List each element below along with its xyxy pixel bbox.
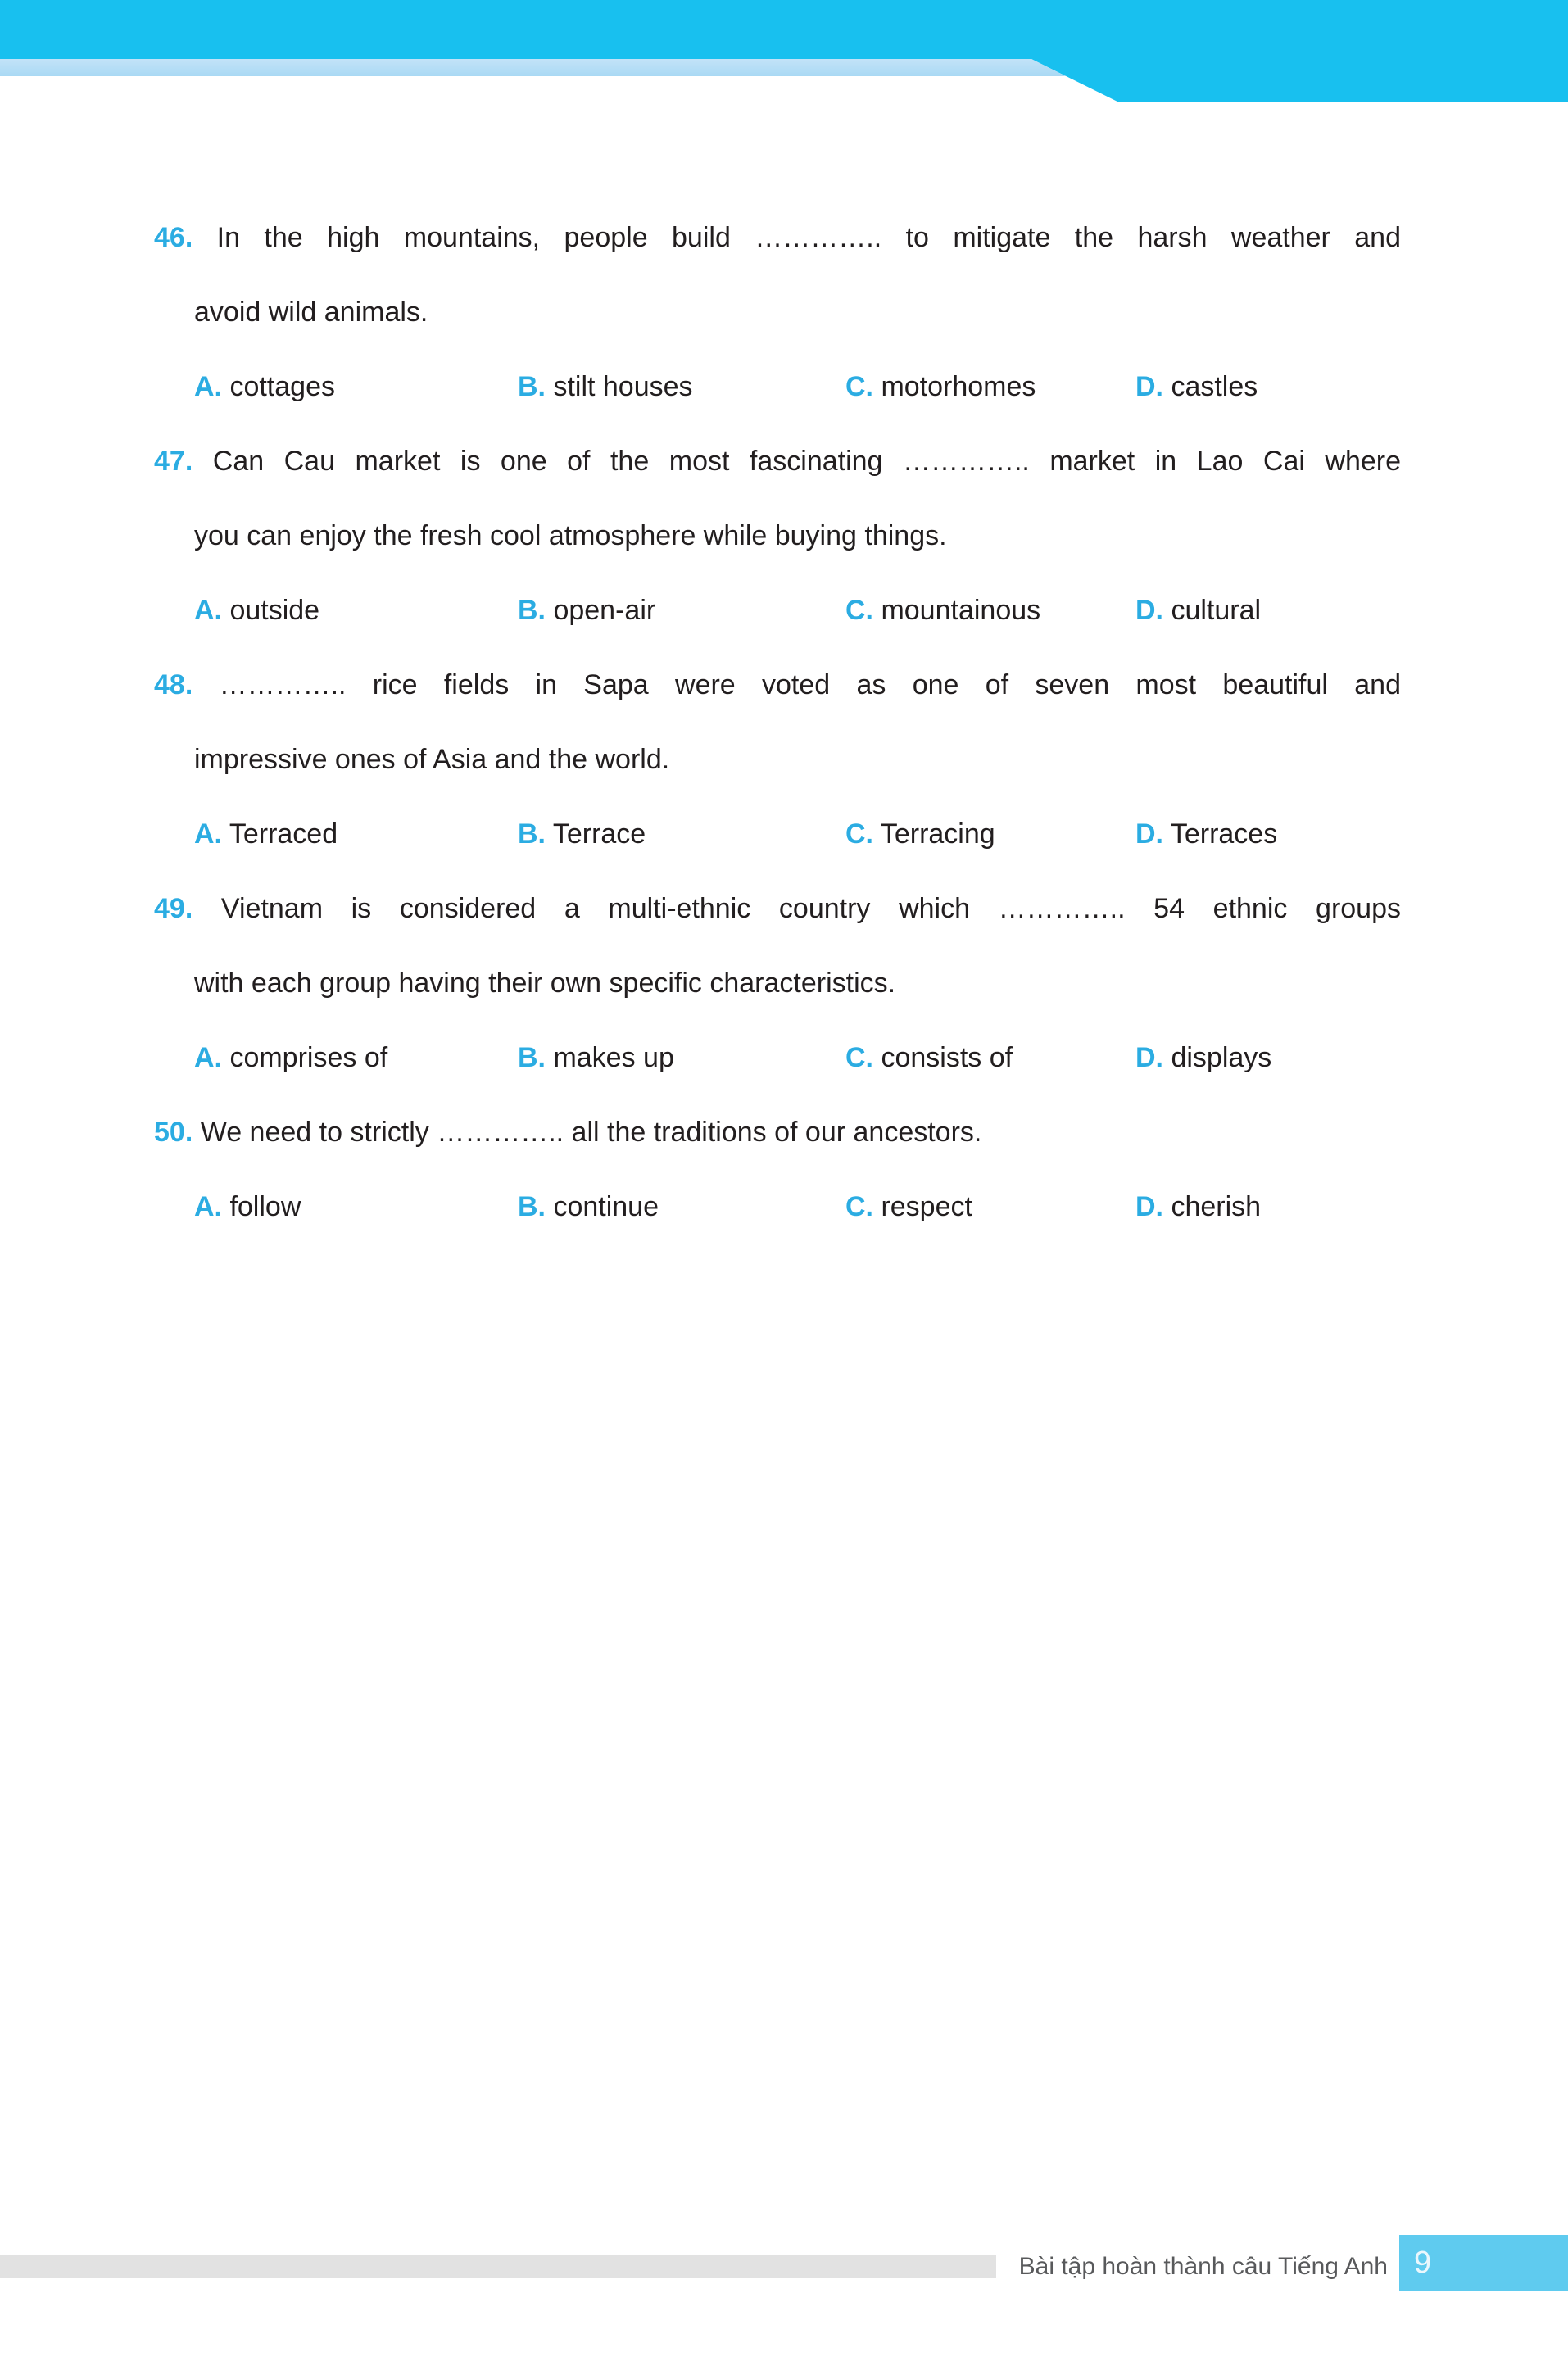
option-b [518, 811, 845, 858]
option-text: outside [229, 595, 320, 626]
option-d [1135, 364, 1401, 410]
option-letter: A. [194, 1191, 222, 1222]
option-a [194, 1184, 518, 1230]
option-text: Terraces [1170, 818, 1278, 850]
option-text: Terrace [552, 818, 646, 850]
option-letter: C. [845, 1191, 873, 1222]
option-text: makes up [553, 1042, 674, 1073]
footer-book-title: Bài tập hoàn thành câu Tiếng Anh [1018, 2253, 1388, 2280]
footer-page-number-box [1399, 2235, 1568, 2291]
option-text: continue [553, 1191, 659, 1222]
question-number: 50. [154, 1117, 193, 1148]
question-line [154, 886, 1401, 932]
option-text: cottages [229, 371, 335, 402]
option-letter: D. [1135, 371, 1163, 402]
question-line1-text: Vietnam is considered a multi-ethnic country which ………….. 54 ethnic groups [220, 893, 1401, 924]
option-text: cherish [1171, 1191, 1262, 1222]
question-number: 48. [154, 669, 193, 700]
option-letter: C. [845, 818, 873, 850]
option-a [194, 587, 518, 634]
question-48 [0, 662, 1568, 858]
option-letter: B. [518, 1042, 546, 1073]
question-line2-text: impressive ones of Asia and the world. [194, 744, 670, 775]
page-number: 9 [1414, 2245, 1432, 2280]
option-a [194, 1035, 518, 1081]
option-letter: A. [194, 818, 222, 850]
option-letter: B. [518, 818, 546, 850]
question-line [154, 438, 1402, 485]
question-49 [0, 886, 1568, 1081]
option-letter: A. [194, 371, 222, 402]
option-c [845, 1035, 1135, 1081]
question-line2-text: avoid wild animals. [194, 297, 428, 328]
option-d [1135, 587, 1401, 634]
option-c [845, 1184, 1135, 1230]
question-text [0, 438, 1568, 560]
option-a [194, 364, 518, 410]
option-letter: D. [1135, 1042, 1163, 1073]
option-text: respect [881, 1191, 972, 1222]
question-line1-text: We need to strictly ………….. all the traditions of our ancestors. [200, 1117, 982, 1148]
question-line [154, 1109, 1401, 1156]
option-text: stilt houses [553, 371, 693, 402]
question-line [154, 215, 1401, 261]
option-letter: A. [194, 1042, 222, 1073]
option-a [194, 811, 518, 858]
options-row [194, 1184, 1401, 1230]
option-b [518, 1184, 845, 1230]
option-text: displays [1171, 1042, 1272, 1073]
question-47 [0, 438, 1568, 634]
option-text: castles [1171, 371, 1258, 402]
question-line2-text: with each group having their own specific characteristics. [194, 968, 896, 999]
question-line2-text: you can enjoy the fresh cool atmosphere while buying things. [194, 520, 947, 551]
option-b [518, 1035, 845, 1081]
option-b [518, 587, 845, 634]
option-letter: C. [845, 595, 873, 626]
option-c [845, 811, 1135, 858]
header-lightblue-strip [0, 59, 1067, 76]
option-text: open-air [553, 595, 656, 626]
question-text [0, 662, 1568, 783]
options-row [194, 1035, 1401, 1081]
option-letter: D. [1135, 818, 1163, 850]
option-letter: C. [845, 1042, 873, 1073]
option-letter: B. [518, 1191, 546, 1222]
option-d [1135, 1184, 1401, 1230]
option-c [845, 364, 1135, 410]
option-text: Terraced [229, 818, 338, 850]
question-text [0, 215, 1568, 336]
options-row [194, 364, 1401, 410]
option-text: motorhomes [881, 371, 1036, 402]
option-letter: A. [194, 595, 222, 626]
option-text: comprises of [229, 1042, 388, 1073]
question-line1-text: In the high mountains, people build ………….. to mitigate the harsh weather and [216, 222, 1401, 253]
option-b [518, 364, 845, 410]
options-row [194, 587, 1401, 634]
option-text: consists of [881, 1042, 1013, 1073]
option-text: mountainous [881, 595, 1041, 626]
question-text [0, 886, 1568, 1007]
question-number: 49. [154, 893, 193, 924]
option-text: cultural [1171, 595, 1262, 626]
question-line1-text: Can Cau market is one of the most fascinating ………….. market in Lao Cai where [212, 446, 1402, 477]
option-letter: D. [1135, 595, 1163, 626]
option-letter: B. [518, 595, 546, 626]
option-letter: B. [518, 371, 546, 402]
question-50 [0, 1109, 1568, 1230]
question-line1-text: ………….. rice fields in Sapa were voted as one of seven most beautiful and [219, 669, 1401, 700]
option-d [1135, 1035, 1401, 1081]
option-c [845, 587, 1135, 634]
option-text: follow [229, 1191, 301, 1222]
option-letter: D. [1135, 1191, 1163, 1222]
question-line [154, 662, 1401, 709]
options-row [194, 811, 1401, 858]
footer-gray-bar [0, 2255, 996, 2278]
option-d [1135, 811, 1401, 858]
question-text [0, 1109, 1568, 1156]
question-number: 46. [154, 222, 193, 253]
option-letter: C. [845, 371, 873, 402]
option-text: Terracing [880, 818, 995, 850]
question-number: 47. [154, 446, 193, 477]
question-46 [0, 215, 1568, 410]
